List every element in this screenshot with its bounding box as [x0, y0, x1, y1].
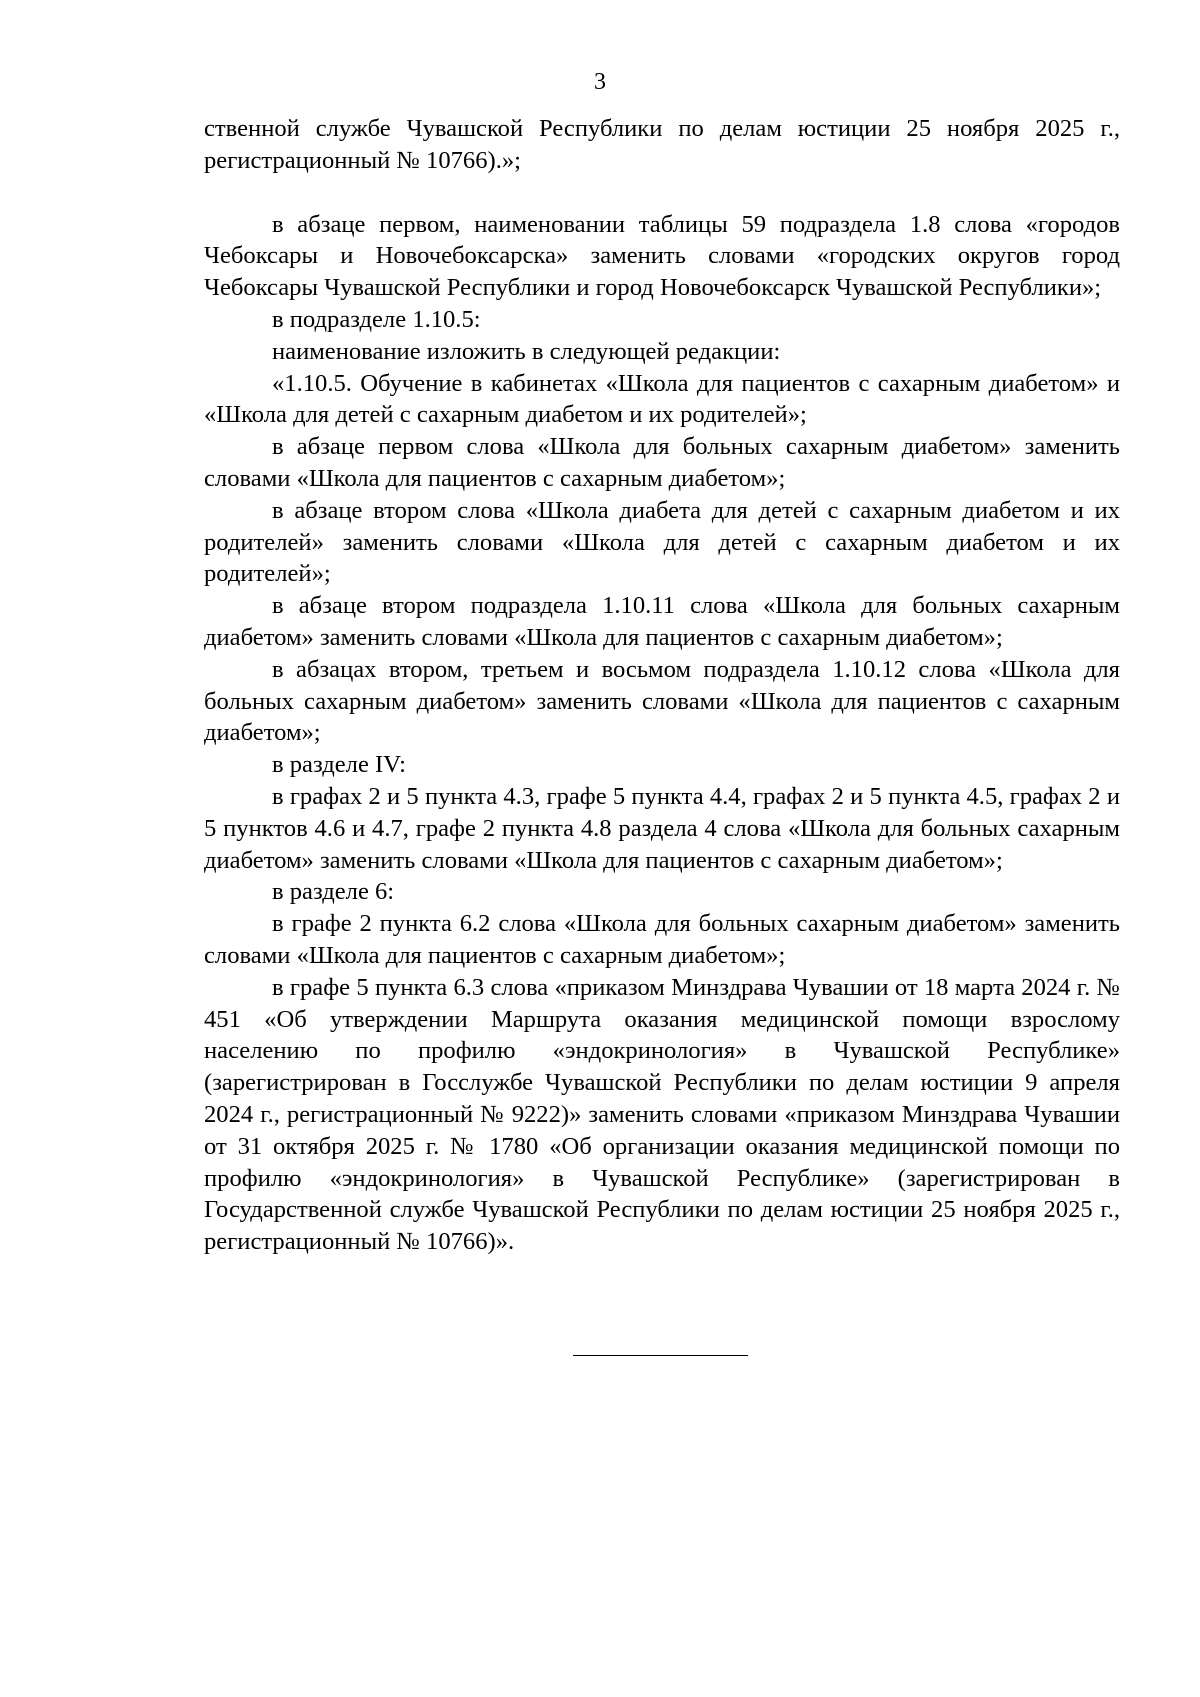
paragraph-subsection-1-10-5: в подразделе 1.10.5: [272, 305, 481, 333]
paragraph-continuation: ственной службе Чувашской Республики по делам юстиции 25 ноября 2025 г., регистрационный № 10766).»; [204, 115, 1120, 174]
document-body [204, 113, 1120, 1258]
paragraph-item-6-3: в графе 5 пункта 6.3 слова «приказом Минздрава Чувашии от 18 марта 2024 г. № 451 «Об утверждении Маршрута оказания медицинской помощи взрослому населению по профилю «эндокринология» в Чувашской Республике» (зарегистрирован в Госслужбе Чувашской Республики по делам юстиции 9 апреля 2024 г., регистрационный № 9222)» заменить словами «приказом Минздрава Чувашии от 31 октября 2025 г. № 1780 «Об организации оказания медицинской помощи по профилю «эндокринология» в Чувашской Республике» (зарегистрирован в Государственной службе Чувашской Республики по делам юстиции 25 ноября 2025 г., регистрационный № 10766)». [204, 973, 1120, 1256]
paragraph-table-59-amendment: в абзаце первом, наименовании таблицы 59 подраздела 1.8 слова «городов Чебоксары и Новочебоксарска» заменить словами «городских округов город Чебоксары Чувашской Республики и город Новочебоксарск Чувашской Республики»; [204, 210, 1120, 302]
paragraph-section-6: в разделе 6: [272, 878, 395, 906]
paragraph-section-iv: в разделе IV: [272, 751, 406, 779]
paragraph-new-title: «1.10.5. Обучение в кабинетах «Школа для пациентов с сахарным диабетом» и «Школа для детей с сахарным диабетом и их родителей»; [204, 369, 1120, 429]
document-end-rule [573, 1355, 748, 1356]
paragraph-title-redaction: наименование изложить в следующей редакции: [272, 337, 781, 365]
paragraph-item-6-2: в графе 2 пункта 6.2 слова «Школа для больных сахарным диабетом» заменить словами «Школа для пациентов с сахарным диабетом»; [204, 910, 1120, 969]
page-number: 3 [594, 69, 606, 95]
paragraph-section-4-columns: в графах 2 и 5 пункта 4.3, графе 5 пункта 4.4, графах 2 и 5 пункта 4.5, графах 2 и 5 пунктов 4.6 и 4.7, графе 2 пункта 4.8 раздела 4 слова «Школа для больных сахарным диабетом» заменить словами «Школа для пациентов с сахарным диабетом»; [204, 782, 1120, 874]
paragraph-first-abzac: в абзаце первом слова «Школа для больных сахарным диабетом» заменить словами «Школа для пациентов с сахарным диабетом»; [204, 433, 1120, 492]
paragraph-subsection-1-10-12: в абзацах втором, третьем и восьмом подраздела 1.10.12 слова «Школа для больных сахарным диабетом» заменить словами «Школа для пациентов с сахарным диабетом»; [204, 655, 1120, 747]
paragraph-subsection-1-10-11: в абзаце втором подраздела 1.10.11 слова «Школа для больных сахарным диабетом» заменить словами «Школа для пациентов с сахарным диабетом»; [204, 592, 1120, 651]
paragraph-second-abzac: в абзаце втором слова «Школа диабета для детей с сахарным диабетом и их родителей» заменить словами «Школа для детей с сахарным диабетом и их родителей»; [204, 496, 1120, 588]
